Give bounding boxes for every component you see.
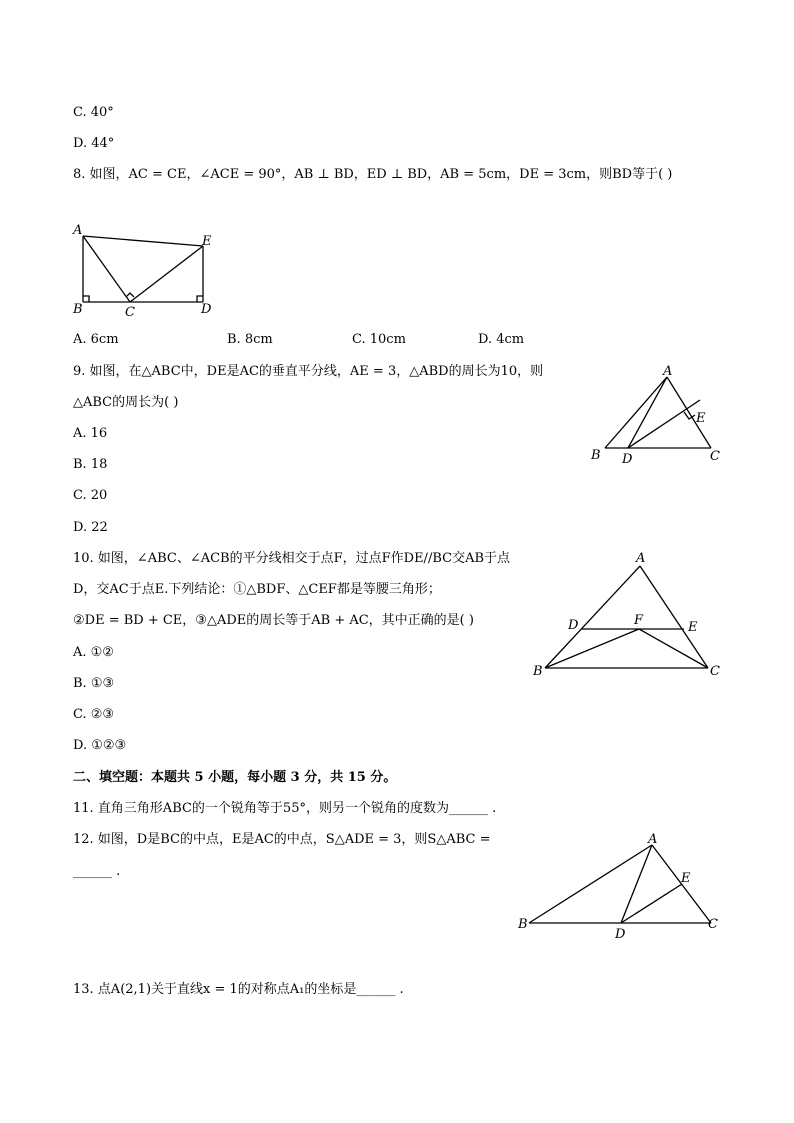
q8-option-b: B. 8cm [227, 332, 273, 347]
q10-option-c: C. ②③ [73, 707, 115, 722]
q8-label-e: E [202, 234, 212, 249]
q9-label-b: B [591, 448, 601, 463]
q12-label-e: E [681, 871, 691, 886]
q12-stem-line1: 12. 如图，D是BC的中点，E是AC的中点，S△ADE = 3，则S△ABC = [73, 832, 491, 847]
q8-stem: 8. 如图，AC = CE，∠ACE = 90°，AB ⊥ BD，ED ⊥ BD，AB = 5cm，DE = 3cm，则BD等于( ) [73, 167, 673, 182]
q8-label-a: A [73, 223, 83, 238]
q9-option-d: D. 22 [73, 520, 108, 535]
q10-label-c: C [710, 664, 720, 679]
q10-label-a: A [636, 551, 646, 566]
q10-stem-line1: 10. 如图，∠ABC、∠ACB的平分线相交于点F，过点F作DE//BC交AB于点 [73, 551, 511, 566]
q9-label-a: A [663, 364, 673, 379]
q10-option-d: D. ①②③ [73, 738, 127, 753]
q12-label-c: C [708, 917, 718, 932]
q9-figure [585, 362, 725, 472]
q10-stem-line2: D，交AC于点E.下列结论：①△BDF、△CEF都是等腰三角形； [73, 582, 441, 597]
q8-label-d: D [201, 302, 212, 317]
q10-stem-line3: ②DE = BD + CE，③△ADE的周长等于AB + AC，其中正确的是( ) [73, 613, 474, 628]
q10-figure [530, 548, 730, 683]
section-heading-fill-blank: 二、填空题：本题共 5 小题，每小题 3 分，共 15 分。 [73, 770, 397, 785]
q8-option-c: C. 10cm [352, 332, 406, 347]
q8-figure [70, 222, 220, 322]
q9-label-d: D [622, 452, 633, 467]
q13-stem: 13. 点A(2,1)关于直线x = 1的对称点A₁的坐标是______ . [73, 982, 404, 997]
q10-option-b: B. ①③ [73, 676, 115, 691]
q10-option-a: A. ①② [73, 645, 114, 660]
q12-figure [515, 830, 730, 945]
q9-stem-line2: △ABC的周长为( ) [73, 395, 179, 410]
q9-label-e: E [696, 411, 706, 426]
q9-option-c: C. 20 [73, 488, 108, 503]
q12-label-d: D [615, 927, 626, 942]
q9-label-c: C [710, 449, 720, 464]
q7-option-c: C. 40° [73, 105, 114, 120]
q10-label-e: E [688, 620, 698, 635]
q9-option-a: A. 16 [73, 426, 108, 441]
q10-label-b: B [533, 664, 543, 679]
q8-label-c: C [125, 305, 135, 320]
q9-option-b: B. 18 [73, 457, 108, 472]
q10-label-d: D [568, 618, 579, 633]
q12-label-a: A [648, 832, 658, 847]
q7-option-d: D. 44° [73, 136, 115, 151]
q12-label-b: B [518, 917, 528, 932]
q8-option-d: D. 4cm [478, 332, 525, 347]
q9-stem-line1: 9. 如图，在△ABC中，DE是AC的垂直平分线，AE = 3，△ABD的周长为10，则 [73, 364, 544, 379]
q11-stem: 11. 直角三角形ABC的一个锐角等于55°，则另一个锐角的度数为______ . [73, 801, 497, 816]
q12-stem-line2: ______ . [73, 864, 121, 879]
q10-label-f: F [634, 613, 644, 628]
q8-option-a: A. 6cm [73, 332, 119, 347]
q8-label-b: B [73, 302, 83, 317]
